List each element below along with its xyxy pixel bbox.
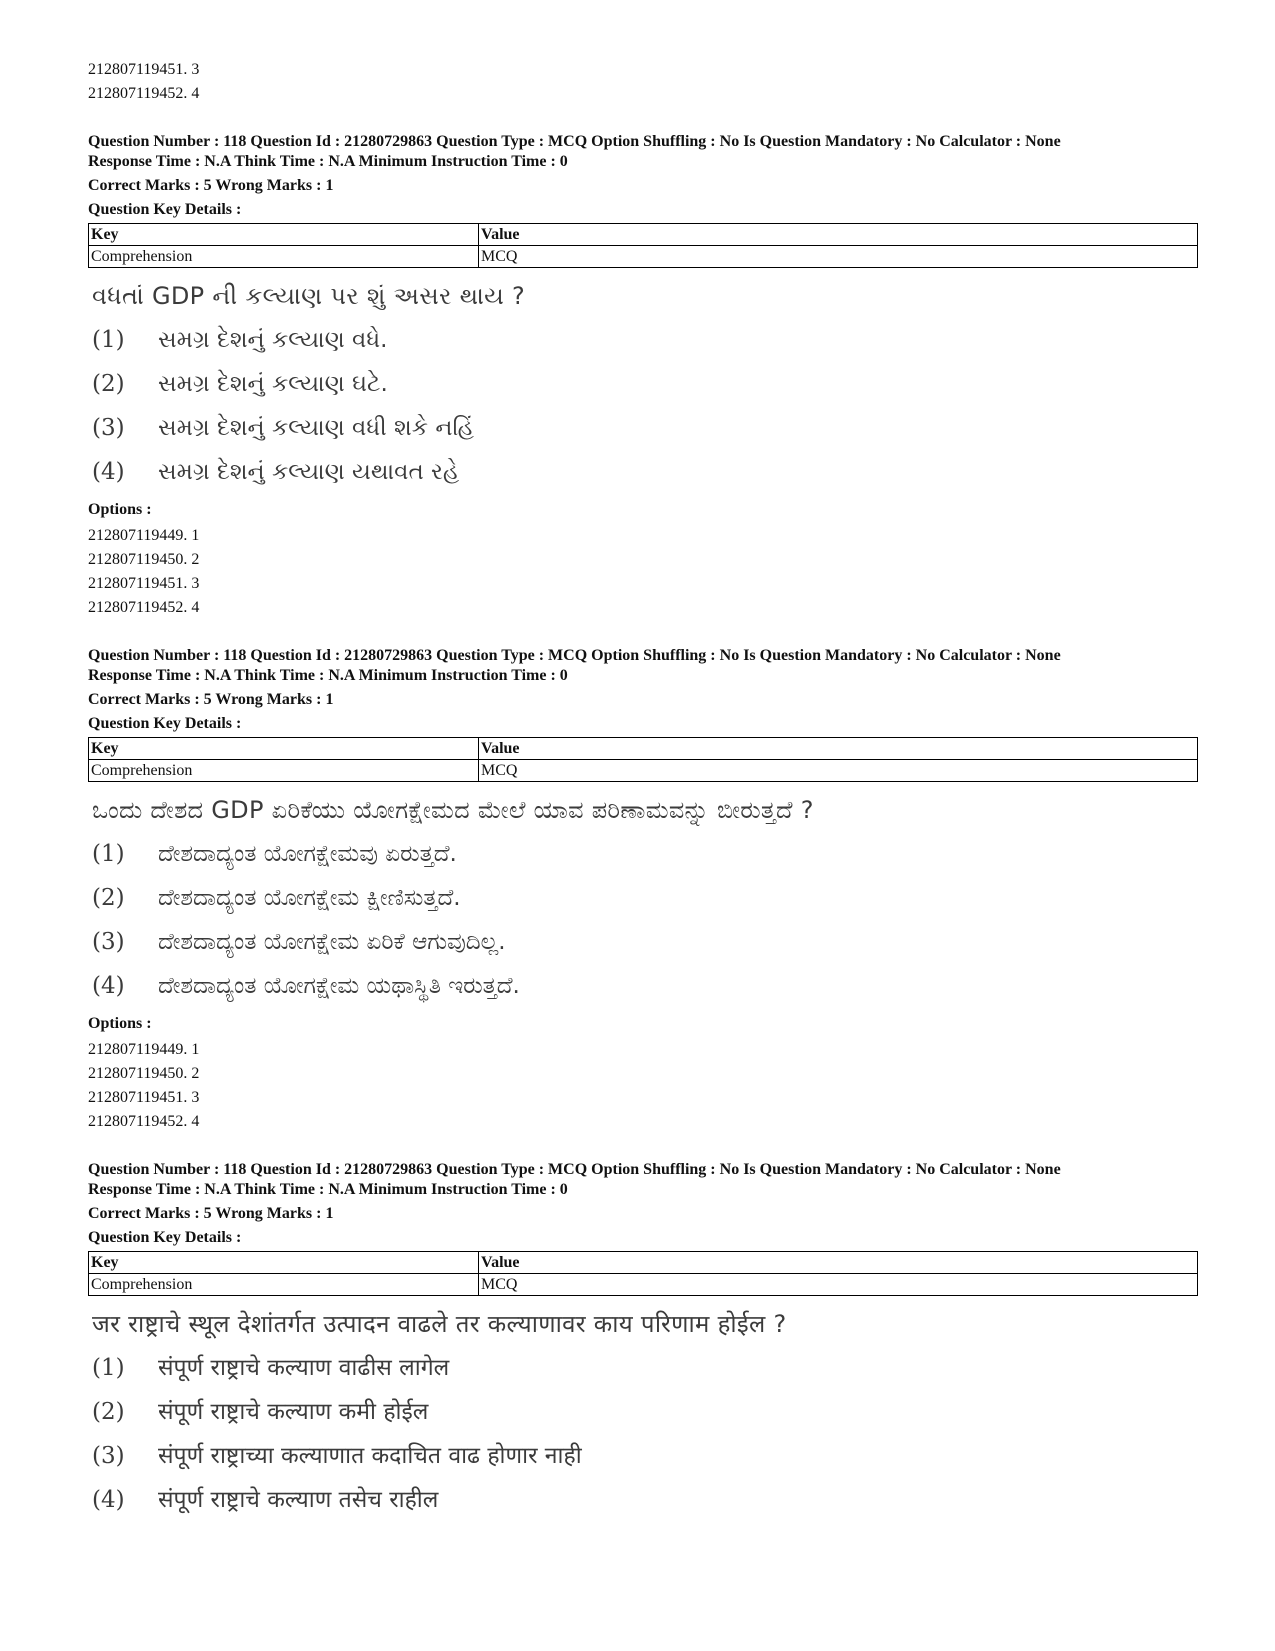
choice-number: (3) <box>92 415 125 441</box>
marks-line: Correct Marks : 5 Wrong Marks : 1 <box>88 691 334 708</box>
key-cell: Comprehension <box>89 1274 479 1296</box>
option-line: 212807119450. 2 <box>88 551 200 568</box>
key-header-cell: Key <box>89 1252 479 1274</box>
question-block-kannada <box>88 646 1198 1134</box>
choice-number: (4) <box>92 1487 125 1513</box>
previous-options-list <box>88 58 1198 106</box>
choice-number: (3) <box>92 1443 125 1469</box>
question-timing-line: Response Time : N.A Think Time : N.A Minimum Instruction Time : 0 <box>88 1181 568 1198</box>
key-header-cell: Key <box>89 738 479 760</box>
choice-text: સમગ્ર દેશનું કલ્યાણ યથાવત રહે <box>158 459 460 485</box>
value-cell: MCQ <box>479 1274 1198 1296</box>
value-header-cell: Value <box>479 738 1198 760</box>
choice-text: સમગ્ર દેશનું કલ્યાણ વધે. <box>158 327 388 353</box>
question-content <box>92 794 1198 1002</box>
key-details-label: Question Key Details : <box>88 201 242 218</box>
options-list <box>88 524 1198 620</box>
question-content <box>92 1308 1198 1516</box>
choice-item <box>92 926 1198 958</box>
key-details-table <box>88 737 1198 782</box>
key-details-label: Question Key Details : <box>88 1229 242 1246</box>
choice-item <box>92 324 1198 356</box>
key-details-table <box>88 223 1198 268</box>
choice-text: संपूर्ण राष्ट्राचे कल्याण तसेच राहील <box>158 1487 439 1513</box>
options-label: Options : <box>88 1015 152 1032</box>
choice-item <box>92 456 1198 488</box>
choice-item <box>92 838 1198 870</box>
document-page <box>88 58 1198 1516</box>
choice-text: ದೇಶದಾದ್ಯಂತ ಯೋಗಕ್ಷೇಮ ಕ್ಷೀಣಿಸುತ್ತದೆ. <box>158 885 461 911</box>
question-timing-line: Response Time : N.A Think Time : N.A Minimum Instruction Time : 0 <box>88 667 568 684</box>
value-header-cell: Value <box>479 1252 1198 1274</box>
choice-number: (4) <box>92 459 125 485</box>
choice-text: ದೇಶದಾದ್ಯಂತ ಯೋಗಕ್ಷೇಮವು ಏರುತ್ತದೆ. <box>158 841 457 867</box>
choice-text: संपूर्ण राष्ट्राच्या कल्याणात कदाचित वाढ होणार नाही <box>158 1443 582 1469</box>
table-row <box>89 246 1198 268</box>
choice-item <box>92 970 1198 1002</box>
option-line: 212807119452. 4 <box>88 1113 200 1130</box>
question-stem: વધતાં GDP ની કલ્યાણ પર શું અસર થાય ? <box>92 282 526 310</box>
key-details-label: Question Key Details : <box>88 715 242 732</box>
choice-item <box>92 412 1198 444</box>
question-block-gujarati <box>88 132 1198 620</box>
choice-number: (4) <box>92 973 125 999</box>
option-line: 212807119452. 4 <box>88 85 200 102</box>
table-row <box>89 760 1198 782</box>
choice-number: (2) <box>92 1399 125 1425</box>
option-line: 212807119452. 4 <box>88 599 200 616</box>
choice-number: (2) <box>92 885 125 911</box>
choice-number: (2) <box>92 371 125 397</box>
option-line: 212807119450. 2 <box>88 1065 200 1082</box>
choice-text: ದೇಶದಾದ್ಯಂತ ಯೋಗಕ್ಷೇಮ ಏರಿಕೆ ಆಗುವುದಿಲ್ಲ. <box>158 929 506 955</box>
value-cell: MCQ <box>479 760 1198 782</box>
choice-number: (1) <box>92 327 125 353</box>
key-cell: Comprehension <box>89 246 479 268</box>
table-row <box>89 1274 1198 1296</box>
choice-text: સમગ્ર દેશનું કલ્યાણ ઘટે. <box>158 371 388 397</box>
choice-item <box>92 368 1198 400</box>
option-line: 212807119449. 1 <box>88 1041 200 1058</box>
question-stem: ಒಂದು ದೇಶದ GDP ಏರಿಕೆಯು ಯೋಗಕ್ಷೇಮದ ಮೇಲೆ ಯಾವ ಪರಿಣಾಮವನ್ನು ಬೀರುತ್ತದೆ ? <box>92 796 814 824</box>
key-header-cell: Key <box>89 224 479 246</box>
option-line: 212807119451. 3 <box>88 1089 200 1106</box>
question-header-line: Question Number : 118 Question Id : 21280729863 Question Type : MCQ Option Shuffling : No Is Question Mandatory : No Calculator : None <box>88 1161 1061 1178</box>
choice-text: संपूर्ण राष्ट्राचे कल्याण वाढीस लागेल <box>158 1355 450 1381</box>
question-header-line: Question Number : 118 Question Id : 21280729863 Question Type : MCQ Option Shuffling : No Is Question Mandatory : No Calculator : None <box>88 647 1061 664</box>
option-line: 212807119449. 1 <box>88 527 200 544</box>
table-header-row <box>89 1252 1198 1274</box>
choice-number: (1) <box>92 1355 125 1381</box>
options-list <box>88 1038 1198 1134</box>
choice-item <box>92 1440 1198 1472</box>
question-content <box>92 280 1198 488</box>
choice-item <box>92 1352 1198 1384</box>
option-line: 212807119451. 3 <box>88 61 200 78</box>
question-block-marathi <box>88 1160 1198 1516</box>
choice-item <box>92 1396 1198 1428</box>
key-cell: Comprehension <box>89 760 479 782</box>
choice-text: ದೇಶದಾದ್ಯಂತ ಯೋಗಕ್ಷೇಮ ಯಥಾಸ್ಥಿತಿ ಇರುತ್ತದೆ. <box>158 973 520 999</box>
choice-item <box>92 882 1198 914</box>
marks-line: Correct Marks : 5 Wrong Marks : 1 <box>88 177 334 194</box>
table-header-row <box>89 224 1198 246</box>
choice-number: (1) <box>92 841 125 867</box>
option-line: 212807119451. 3 <box>88 575 200 592</box>
choice-number: (3) <box>92 929 125 955</box>
value-header-cell: Value <box>479 224 1198 246</box>
choice-text: સમગ્ર દેશનું કલ્યાણ વધી શકે નહિં <box>158 415 475 441</box>
question-header-line: Question Number : 118 Question Id : 21280729863 Question Type : MCQ Option Shuffling : No Is Question Mandatory : No Calculator : None <box>88 133 1061 150</box>
key-details-table <box>88 1251 1198 1296</box>
question-timing-line: Response Time : N.A Think Time : N.A Minimum Instruction Time : 0 <box>88 153 568 170</box>
choice-text: संपूर्ण राष्ट्राचे कल्याण कमी होईल <box>158 1399 429 1425</box>
table-header-row <box>89 738 1198 760</box>
marks-line: Correct Marks : 5 Wrong Marks : 1 <box>88 1205 334 1222</box>
options-label: Options : <box>88 501 152 518</box>
question-stem: जर राष्ट्राचे स्थूल देशांतर्गत उत्पादन वाढले तर कल्याणावर काय परिणाम होईल ? <box>92 1310 787 1338</box>
choice-item <box>92 1484 1198 1516</box>
value-cell: MCQ <box>479 246 1198 268</box>
